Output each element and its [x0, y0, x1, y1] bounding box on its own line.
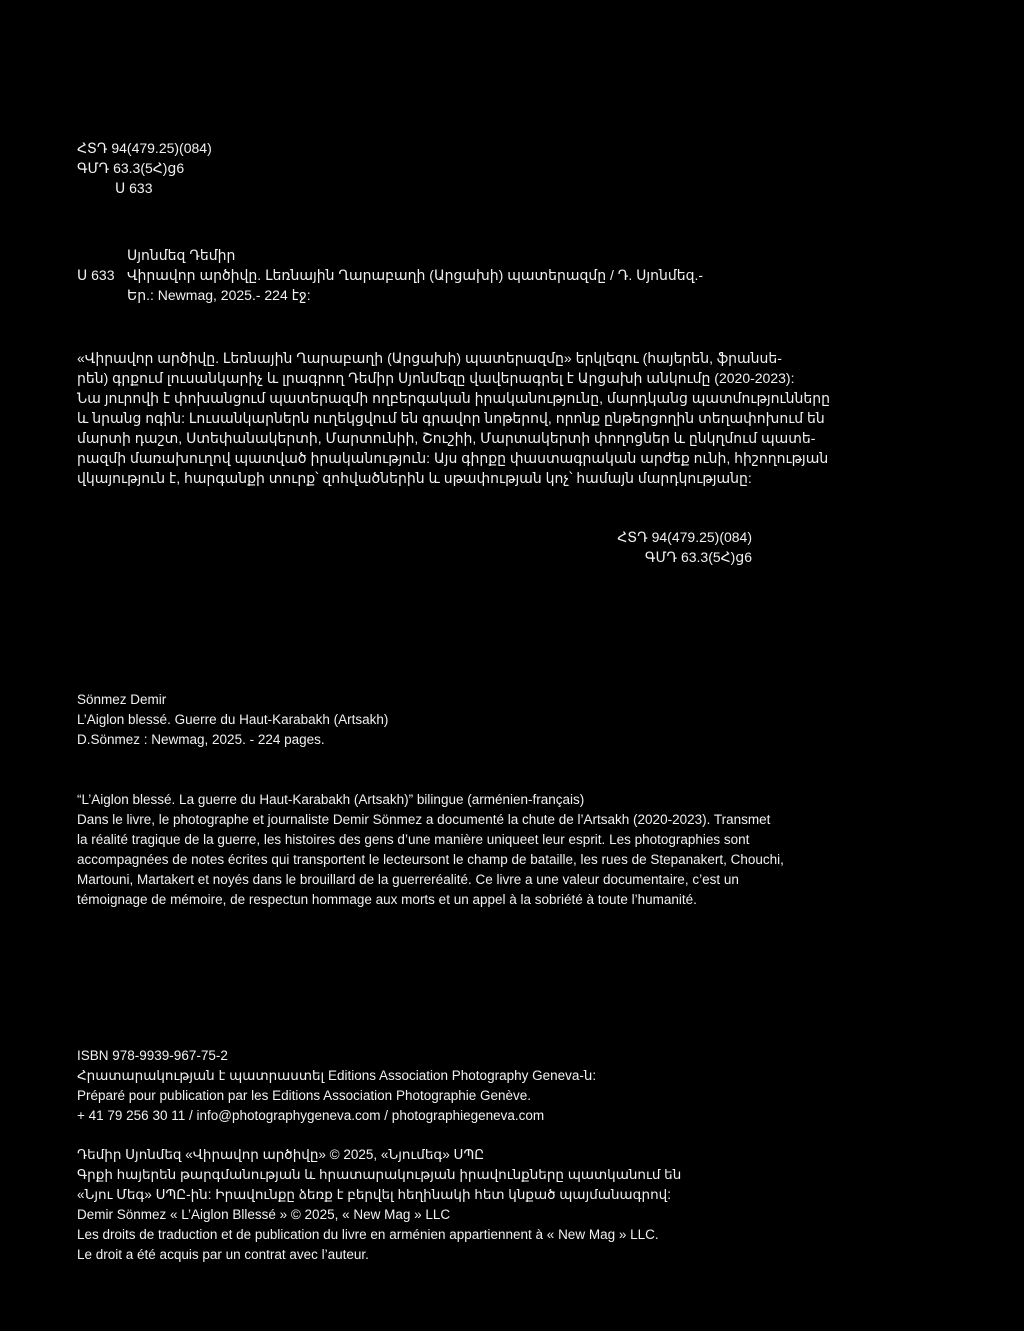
copyright-line: Demir Sönmez « L’Aiglon Bllessé » © 2025, « New Mag » LLC — [77, 1207, 451, 1222]
abstract-line: témoignage de mémoire, de respectun hommage aux morts et un appel à la sobriété à toute l’humanité. — [77, 892, 697, 907]
classification-block — [77, 138, 212, 198]
abstract-french — [77, 790, 784, 910]
abstract-line: Նա յուրովի է փոխանցում պատերազմի ողբերգական իրականությունը, մարդկանց պատմությունները — [77, 390, 830, 406]
prepared-by-armenian: Հրատարակության է պատրաստել Editions Association Photography Geneva-ն: — [77, 1068, 597, 1083]
copyright-line: Les droits de traduction et de publication du livre en arménien appartiennent à « New Mag » LLC. — [77, 1227, 659, 1242]
record-publication: Եր.: Newmag, 2025.- 224 էջ: — [127, 287, 311, 303]
abstract-armenian — [77, 348, 830, 488]
abstract-line: և նրանց ոգին: Լուսանկարներն ուղեկցվում են գրավոր նոթերով, որոնք ընթերցողին տեղափոխում են — [77, 410, 825, 426]
prepared-by-french: Préparé pour publication par les Editions Association Photographie Genève. — [77, 1088, 532, 1103]
record-title: Վիրավոր արծիվը. Լեռնային Ղարաբաղի (Արցախի) պատերազմը / Դ. Սյոնմեզ.- — [127, 267, 704, 283]
copyright-line: Դեմիր Սյոնմեզ «Վիրավոր արծիվը» © 2025, «Նյումեգ» ՍՊԸ — [77, 1147, 485, 1162]
bibliographic-record-french — [77, 690, 388, 750]
abstract-line: րազմի մառախուղով պատված իրականություն: Այս գիրքը փաստագրական արժեք ունի, հիշողության — [77, 450, 829, 466]
abstract-line: Martouni, Martakert et noyés dans le brouillard de la guerreréalité. Ce livre a une valeur documentaire, c’est un — [77, 872, 739, 887]
udc-code: ՀՏԴ 94(479.25)(084) — [617, 529, 752, 545]
imprint-block — [77, 1046, 596, 1126]
bbk-code: ԳՄԴ 63.3(5Հ)ց6 — [77, 160, 185, 176]
abstract-line: վկայություն է, հարգանքի տուրք՝ զոհվածներին և սթափության կոչ՝ համայն մարդկությանը: — [77, 470, 752, 486]
copyright-line: Գրքի հայերեն թարգմանության և հրատարակության իրավունքները պատկանում են — [77, 1167, 682, 1182]
copyright-line: Le droit a été acquis par un contrat avec l’auteur. — [77, 1247, 369, 1262]
abstract-line: la réalité tragique de la guerre, les histoires des gens d’une manière uniqueet leur esprit. Les photographies sont — [77, 832, 750, 847]
copyright-line: «Նյու Մեգ» ՍՊԸ-ին: Իրավունքը ձեռք է բերվել հեղինակի հետ կնքած պայմանագրով: — [77, 1187, 671, 1202]
abstract-line: accompagnées de notes écrites qui transportent le lecteursont le champ de bataille, les rues de Stepanakert, Chouchi, — [77, 852, 784, 867]
contact-info: + 41 79 256 30 11 / info@photographygeneva.com / photographiegeneva.com — [77, 1108, 545, 1123]
abstract-line: «Վիրավոր արծիվը. Լեռնային Ղարաբաղի (Արցախի) պատերազմը» երկլեզու (հայերեն, ֆրանսե- — [77, 350, 782, 366]
bbk-code: ԳՄԴ 63.3(5Հ)ց6 — [644, 549, 752, 565]
abstract-line: “L’Aiglon blessé. La guerre du Haut-Karabakh (Artsakh)” bilingue (arménien-français) — [77, 792, 585, 807]
abstract-line: Dans le livre, le photographe et journaliste Demir Sönmez a documenté la chute de l’Artsakh (2020-2023). Transmet — [77, 812, 771, 827]
isbn: ISBN 978-9939-967-75-2 — [77, 1048, 228, 1063]
record-author: Սյոնմեզ Դեմիր — [127, 247, 236, 263]
classification-block-right — [617, 527, 752, 567]
record-title: L’Aiglon blessé. Guerre du Haut-Karabakh (Artsakh) — [77, 712, 389, 727]
author-mark: Ս 633 — [115, 180, 153, 196]
abstract-line: մարտի դաշտ, Ստեփանակերտի, Մարտունիի, Շուշիի, Մարտակերտի փողոցներ և ընկղմում պատե- — [77, 430, 816, 446]
bibliographic-record-armenian — [77, 245, 777, 305]
copyright-block — [77, 1145, 681, 1265]
record-publication: D.Sönmez : Newmag, 2025. - 224 pages. — [77, 732, 325, 747]
record-author: Sönmez Demir — [77, 692, 167, 707]
author-mark-code: Ս 633 — [77, 267, 115, 283]
abstract-line: րեն) գրքում լուսանկարիչ և լրագրող Դեմիր Սյոնմեզը վավերագրել է Արցախի անկումը (2020-2023): — [77, 370, 795, 386]
udc-code: ՀՏԴ 94(479.25)(084) — [77, 140, 212, 156]
